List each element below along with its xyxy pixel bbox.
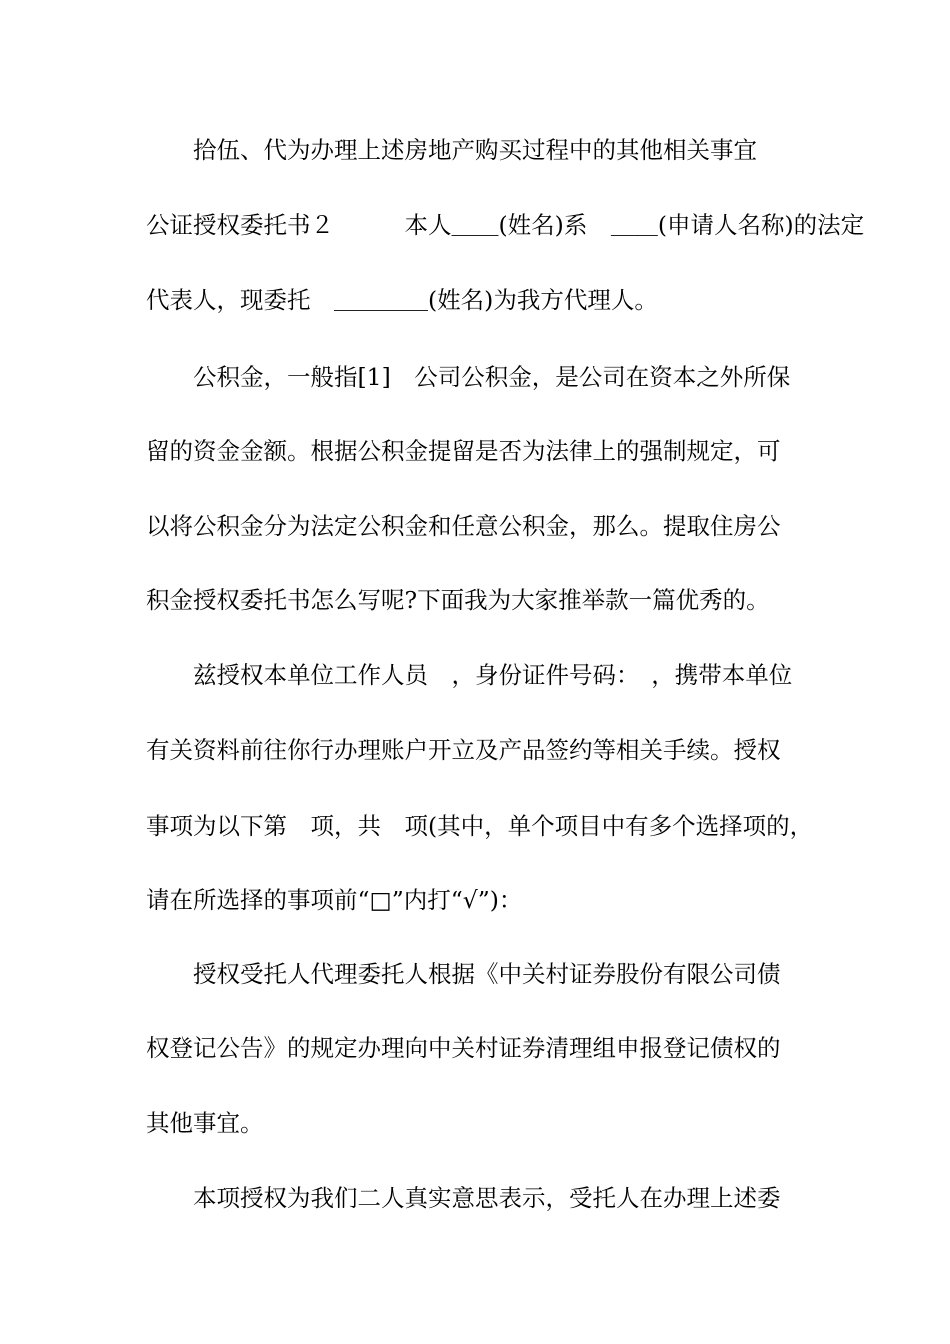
paragraph-line: 公积金，一般指[1] 公司公积金，是公司在资本之外所保 <box>193 363 791 391</box>
paragraph-line: 公证授权委托书２ 本人＿＿(姓名)系 ＿＿(申请人名称)的法定 <box>146 211 865 239</box>
paragraph-line: 留的资金金额。根据公积金提留是否为法律上的强制规定，可 <box>146 437 781 465</box>
paragraph-line: 事项为以下第 项，共 项(其中，单个项目中有多个选择项的， <box>146 812 814 840</box>
paragraph-line: 兹授权本单位工作人员 ，身份证件号码： ，携带本单位 <box>193 661 793 689</box>
paragraph-line: 权登记公告》的规定办理向中关村证券清理组申报登记债权的 <box>146 1034 781 1062</box>
paragraph-line: 请在所选择的事项前“□”内打“√”)： <box>146 886 523 914</box>
paragraph-line: 积金授权委托书怎么写呢?下面我为大家推举款一篇优秀的。 <box>146 586 770 614</box>
paragraph-line: 以将公积金分为法定公积金和任意公积金，那么。提取住房公 <box>146 512 781 540</box>
paragraph-line: 授权受托人代理委托人根据《中关村证券股份有限公司债 <box>193 960 781 988</box>
paragraph-line: 有关资料前往你行办理账户开立及产品签约等相关手续。授权 <box>146 736 781 764</box>
paragraph-line: 其他事宜。 <box>146 1109 264 1137</box>
paragraph-line: 代表人，现委托 ＿＿＿＿(姓名)为我方代理人。 <box>146 286 658 314</box>
paragraph-line: 本项授权为我们二人真实意思表示，受托人在办理上述委 <box>193 1184 781 1212</box>
paragraph-line: 拾伍、代为办理上述房地产购买过程中的其他相关事宜 <box>193 136 757 164</box>
